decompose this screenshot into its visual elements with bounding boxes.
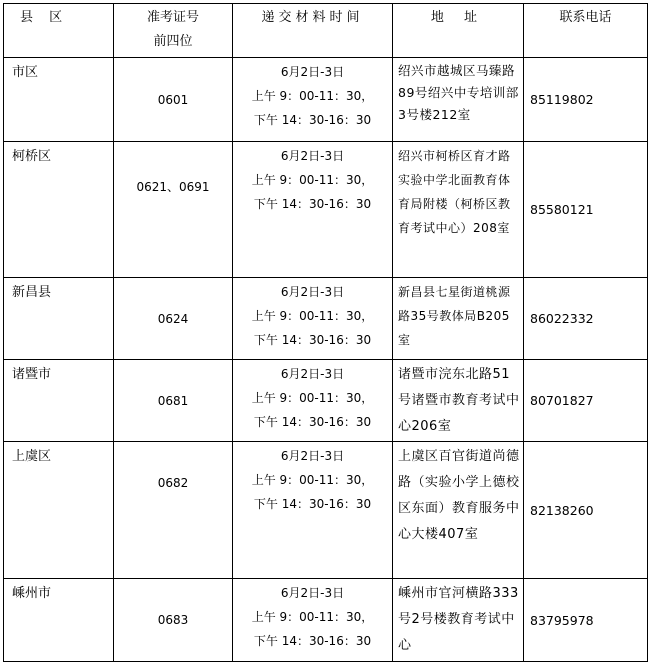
header-code-line2: 前四位 — [153, 34, 193, 49]
table-row — [4, 58, 648, 142]
time-cell — [233, 58, 393, 142]
time-morning: 上午 9：00-11：30， — [251, 89, 374, 103]
time-afternoon: 下午 14：30-16：30 — [253, 634, 372, 648]
registration-table — [3, 3, 648, 662]
county-cell: 柯桥区 — [4, 142, 114, 278]
time-date: 6月2日-3日 — [280, 586, 345, 600]
header-address: 地 址 — [393, 4, 524, 58]
header-row — [4, 4, 648, 58]
table-row — [4, 442, 648, 579]
time-morning: 上午 9：00-11：30， — [251, 309, 374, 323]
table-row — [4, 360, 648, 442]
time-cell — [233, 360, 393, 442]
address-cell: 嵊州市官河横路333号2号楼教育考试中心 — [393, 579, 524, 662]
code-cell: 0601 — [114, 58, 233, 142]
header-code — [114, 4, 233, 58]
phone-cell: 85580121 — [524, 142, 648, 278]
code-cell: 0624 — [114, 278, 233, 360]
table-row — [4, 142, 648, 278]
county-cell: 嵊州市 — [4, 579, 114, 662]
time-afternoon: 下午 14：30-16：30 — [253, 497, 372, 511]
phone-cell: 83795978 — [524, 579, 648, 662]
time-cell — [233, 142, 393, 278]
time-afternoon: 下午 14：30-16：30 — [253, 333, 372, 347]
time-date: 6月2日-3日 — [280, 449, 345, 463]
code-cell: 0682 — [114, 442, 233, 579]
phone-cell: 82138260 — [524, 442, 648, 579]
time-morning: 上午 9：00-11：30， — [251, 391, 374, 405]
header-county: 县 区 — [4, 4, 114, 58]
time-cell — [233, 579, 393, 662]
header-time: 递交材料时间 — [233, 4, 393, 58]
header-code-line1: 准考证号 — [146, 10, 199, 25]
table-row — [4, 278, 648, 360]
time-cell — [233, 442, 393, 579]
address-cell: 上虞区百官街道尚德路（实验小学上德校区东面）教育服务中心大楼407室 — [393, 442, 524, 579]
address-cell: 绍兴市柯桥区育才路实验中学北面教育体育局附楼（柯桥区教育考试中心）208室 — [393, 142, 524, 278]
time-date: 6月2日-3日 — [280, 367, 345, 381]
time-morning: 上午 9：00-11：30， — [251, 610, 374, 624]
address-cell: 诸暨市浣东北路51号诸暨市教育考试中心206室 — [393, 360, 524, 442]
code-cell: 0681 — [114, 360, 233, 442]
time-morning: 上午 9：00-11：30， — [251, 473, 374, 487]
header-phone: 联系电话 — [524, 4, 648, 58]
county-cell: 诸暨市 — [4, 360, 114, 442]
time-date: 6月2日-3日 — [280, 65, 345, 79]
phone-cell: 85119802 — [524, 58, 648, 142]
address-cell: 绍兴市越城区马臻路89号绍兴中专培训部3号楼212室 — [393, 58, 524, 142]
time-afternoon: 下午 14：30-16：30 — [253, 197, 372, 211]
county-cell: 市区 — [4, 58, 114, 142]
time-date: 6月2日-3日 — [280, 149, 345, 163]
code-cell: 0683 — [114, 579, 233, 662]
address-cell: 新昌县七星街道桃源路35号教体局B205室 — [393, 278, 524, 360]
table-row — [4, 579, 648, 662]
code-cell: 0621、0691 — [114, 142, 233, 278]
time-afternoon: 下午 14：30-16：30 — [253, 113, 372, 127]
county-cell: 上虞区 — [4, 442, 114, 579]
time-cell — [233, 278, 393, 360]
phone-cell: 86022332 — [524, 278, 648, 360]
time-morning: 上午 9：00-11：30， — [251, 173, 374, 187]
time-afternoon: 下午 14：30-16：30 — [253, 415, 372, 429]
county-cell: 新昌县 — [4, 278, 114, 360]
phone-cell: 80701827 — [524, 360, 648, 442]
time-date: 6月2日-3日 — [280, 285, 345, 299]
